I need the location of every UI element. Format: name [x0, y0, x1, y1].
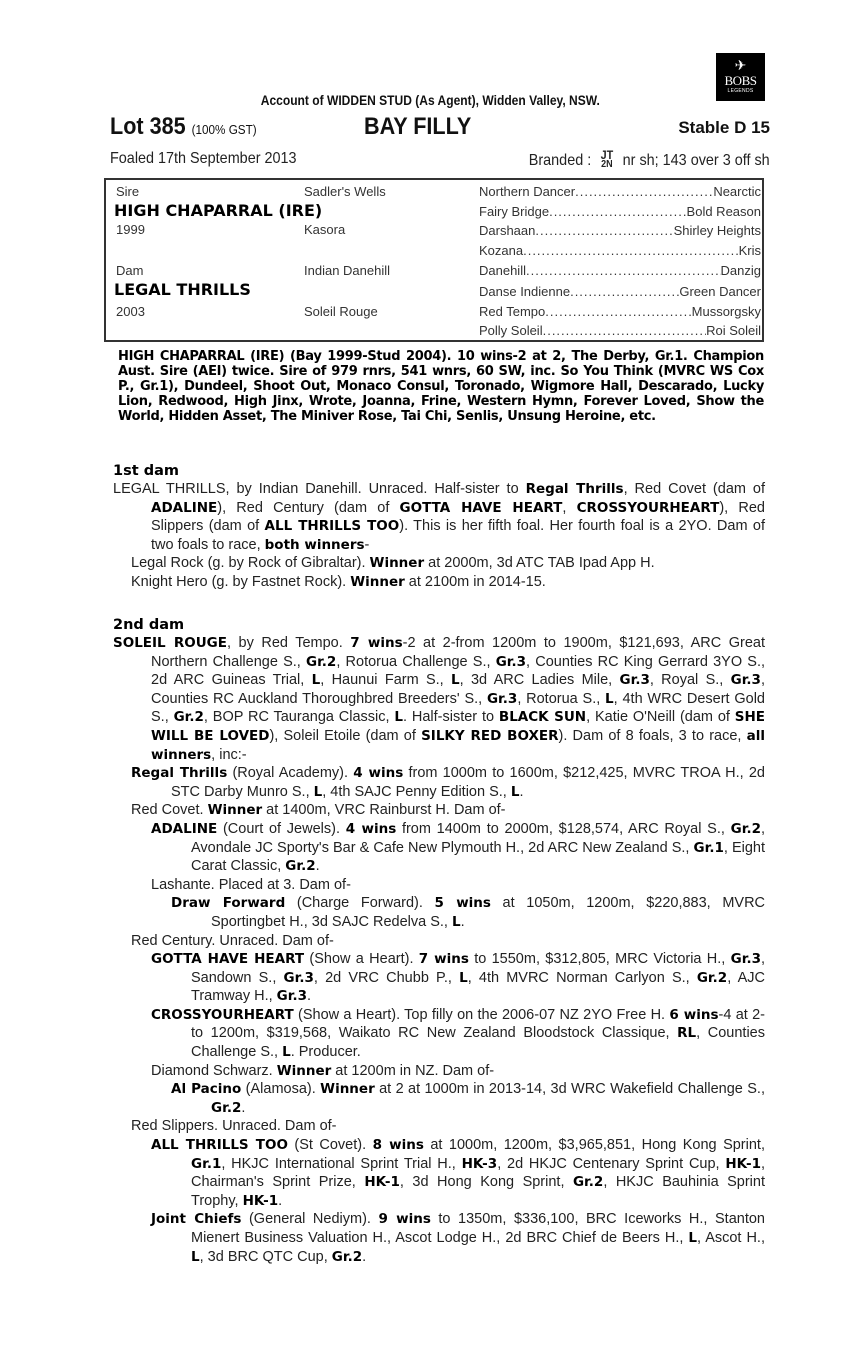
bold-highlight: 5 wins: [434, 895, 491, 912]
bold-highlight: 8 wins: [372, 1137, 424, 1154]
text-run: , inc:-: [211, 746, 247, 763]
text-run: Lashante. Placed at 3. Dam of-: [151, 876, 351, 893]
text-run: (Show a Heart). Top filly on the 2006-07 NZ 2YO Free H.: [293, 1006, 670, 1023]
bold-highlight: ADALINE: [151, 499, 218, 516]
sire-year: 1999: [116, 222, 145, 237]
lot-line: [110, 113, 770, 143]
lot-number: [110, 113, 257, 141]
ancestor-right: Green Dancer: [679, 284, 761, 299]
text-run: , Counties RC King Gerrard 3YO S., 2d ARC Guineas Trial,: [151, 653, 766, 689]
ancestor-right: Kris: [738, 243, 761, 258]
bold-highlight: Al Pacino: [171, 1081, 242, 1098]
bold-highlight: Regal Thrills: [525, 481, 624, 497]
leader-dots: [575, 184, 713, 199]
text-run: , Avondale JC Sporty's Bar & Cafe New Plymouth H., 2d ARC New Zealand S.,: [191, 820, 766, 856]
bold-highlight: both winners: [264, 536, 365, 553]
text-run: .: [460, 913, 465, 930]
bold-highlight: CROSSYOURHEART: [151, 1006, 294, 1023]
bold-highlight: all winners: [151, 727, 765, 763]
text-run: , by Red Tempo.: [226, 635, 351, 651]
ancestor-row: [479, 304, 761, 319]
ancestor-right: Bold Reason: [686, 204, 761, 219]
gst-note: (100% GST): [191, 122, 257, 137]
pedigree-entry: [131, 1117, 765, 1136]
text-run: from 1400m to 2000m, $128,574, ARC Royal S.,: [396, 820, 731, 837]
pedigree-entry: [131, 932, 765, 951]
bold-highlight: Joint Chiefs: [151, 1211, 242, 1228]
text-run: at 2000m, 3d ATC TAB Ipad App H.: [424, 555, 655, 572]
text-run: ,: [562, 499, 577, 516]
stable-location: Stable D 15: [678, 118, 770, 137]
bold-highlight: 7 wins: [418, 951, 469, 968]
text-run: , Haunui Farm S.,: [320, 672, 452, 689]
ancestor-left: Kozana: [479, 243, 524, 258]
text-run: -: [364, 536, 370, 553]
text-run: at 1200m in NZ. Dam of-: [331, 1062, 495, 1079]
bold-highlight: 4 wins: [353, 765, 404, 782]
leader-dots: [545, 304, 691, 319]
text-run: , 3d Hong Kong Sprint,: [399, 1174, 573, 1191]
bold-highlight: 6 wins: [669, 1006, 719, 1023]
text-run: (Charge Forward).: [285, 895, 435, 912]
text-run: , Royal S.,: [649, 672, 731, 689]
bold-highlight: Gr.2: [285, 858, 316, 875]
bold-highlight: Gr.3: [619, 672, 650, 689]
bold-highlight: HK-1: [242, 1192, 279, 1209]
bold-highlight: Gr.3: [486, 690, 518, 707]
bold-highlight: Gr.3: [495, 653, 527, 670]
pedigree-entry: [151, 1136, 765, 1210]
text-run: , BOP RC Tauranga Classic,: [203, 709, 395, 726]
progeny-entry: [131, 573, 765, 592]
bold-highlight: Winner: [369, 555, 425, 572]
text-run: to 1350m, $336,100, BRC Iceworks H., Stanton Mienert Business Valuation H., Ascot Lodge H., 2d BRC Chief de Beers H.,: [191, 1211, 765, 1246]
text-run: , 4th WRC Desert Gold S.,: [151, 690, 765, 726]
leader-dots: [543, 323, 706, 338]
ancestor-row: [479, 284, 761, 299]
text-run: , HKJC International Sprint Trial H.,: [221, 1155, 462, 1172]
ancestor-right: Nearctic: [713, 184, 761, 199]
ancestor-right: Mussorgsky: [691, 304, 761, 319]
bold-highlight: L: [394, 709, 404, 726]
pedigree-entry: [151, 1062, 765, 1081]
bold-highlight: GOTTA HAVE HEART: [151, 951, 305, 968]
second-dam-section: [113, 616, 765, 1266]
text-run: ). Dam of 8 foals, 3 to race,: [558, 727, 747, 744]
text-run: .: [519, 783, 524, 800]
logo-brand: BOBS: [724, 73, 757, 88]
sire-summary: HIGH CHAPARRAL (IRE) (Bay 1999-Stud 2004). 10 wins-2 at 2, The Derby, Gr.1. Champion Aust. Sire (AEI) twice. Sire of 979 rnrs, 541 wnrs, 60 SW, inc. So You Think (MVRC WS Cox P., Gr.1), Dundeel, Shoot Out, Monaco Consul, Toronado, Wigmore Hall, Descarado, Lucky Lion, Redwood, High Jinx, Wrote, Joanna, Frine, Western Hymn, Forever Loved, Show the World, Hidden Asset, The Miniver Rose, Tai Chi, Senlis, Unsung Heroine, etc.: [118, 349, 764, 424]
text-run: , Katie O'Neill (dam of: [586, 709, 735, 726]
text-run: , Red Covet (dam of: [623, 481, 765, 497]
bold-highlight: Winner: [276, 1062, 332, 1079]
text-run: (St Covet).: [287, 1137, 373, 1154]
bold-highlight: L: [282, 1044, 291, 1061]
bird-icon: ✈: [734, 57, 747, 73]
progeny-entry: [131, 554, 765, 573]
text-run: , 2d HKJC Centenary Sprint Cup,: [497, 1155, 726, 1172]
bold-highlight: L: [452, 913, 461, 930]
bold-highlight: Gr.2: [305, 653, 337, 670]
text-run: Red Slippers. Unraced. Dam of-: [131, 1118, 337, 1135]
pedigree-entry: [151, 950, 765, 1006]
pedigree-entry: [151, 820, 765, 876]
first-dam-heading: 1st dam: [113, 463, 179, 479]
text-run: at 1050m, 1200m, $220,883, MVRC Sportingbet H., 3d SAJC Redelva S.,: [211, 895, 766, 930]
bold-highlight: L: [605, 690, 614, 707]
text-run: (Court of Jewels).: [217, 820, 346, 837]
second-dam-heading: 2nd dam: [113, 617, 185, 633]
bold-highlight: L: [459, 969, 468, 986]
text-run: , AJC Tramway H.,: [191, 969, 765, 1005]
logo-subtitle: LEGENDS: [727, 88, 754, 94]
leader-dots: [549, 204, 686, 219]
first-dam-section: [113, 462, 765, 592]
bold-highlight: Winner: [207, 802, 263, 819]
ancestor-left: Polly Soleil: [479, 323, 543, 338]
text-run: .: [362, 1248, 367, 1265]
bold-highlight: Gr.3: [276, 988, 308, 1005]
bold-highlight: L: [510, 783, 520, 800]
lot-title: BAY FILLY: [364, 113, 472, 140]
first-dam-text: [113, 480, 765, 554]
text-run: .: [315, 858, 320, 875]
bold-highlight: Winner: [350, 573, 405, 590]
text-run: (Royal Academy).: [227, 765, 354, 782]
text-run: , Counties Challenge S.,: [191, 1025, 765, 1061]
text-run: , 4th MVRC Norman Carlyon S.,: [467, 969, 697, 986]
dam-dam: Soleil Rouge: [304, 304, 378, 319]
dam-name: LEGAL THRILLS: [114, 280, 251, 299]
text-run: .: [278, 1192, 283, 1209]
bold-highlight: Gr.3: [730, 951, 761, 968]
sire-name: HIGH CHAPARRAL (IRE): [114, 201, 323, 220]
pedigree-entry: [131, 764, 765, 801]
ancestor-left: Northern Dancer: [479, 184, 576, 199]
sire-dam: Kasora: [304, 222, 346, 237]
vendor-account: Account of WIDDEN STUD (As Agent), Widden Valley, NSW.: [260, 92, 600, 108]
text-run: at 2100m in 2014-15.: [404, 573, 546, 590]
text-run: . Half-sister to: [403, 709, 499, 726]
ancestor-left: Darshaan: [479, 223, 536, 238]
bold-highlight: Gr.2: [331, 1248, 363, 1265]
text-run: . Producer.: [290, 1044, 361, 1061]
bold-highlight: SOLEIL ROUGE: [113, 635, 227, 651]
ancestor-right: Danzig: [720, 263, 761, 278]
ancestor-row: [479, 204, 761, 219]
pedigree-table: [104, 178, 764, 342]
bold-highlight: 7 wins: [350, 635, 403, 651]
text-run: , Chairman's Sprint Prize,: [191, 1155, 765, 1191]
bold-highlight: Gr.2: [696, 969, 728, 986]
text-run: .: [241, 1099, 246, 1116]
text-run: (General Nediym).: [241, 1211, 379, 1228]
bold-highlight: Gr.1: [693, 839, 724, 856]
text-run: ), Red Slippers (dam of: [151, 499, 765, 535]
text-run: ). This is her fifth foal. Her fourth foal is a 2YO. Dam of two foals to race,: [151, 518, 765, 553]
bold-highlight: SILKY RED BOXER: [421, 727, 559, 744]
text-run: -2 at 2-from 1200m to 1900m, $121,693, ARC Great Northern Challenge S.,: [151, 635, 765, 670]
pedigree-entry: [113, 634, 765, 764]
text-run: -4 at 2-to 1200m, $319,568, Waikato RC New Zealand Bloodstock Classique,: [191, 1006, 766, 1042]
text-run: Red Century. Unraced. Dam of-: [131, 932, 334, 949]
text-run: , Counties RC Auckland Thoroughbred Breeders' S.,: [151, 672, 765, 707]
bold-highlight: Gr.2: [211, 1099, 242, 1116]
text-run: , Rotorua S.,: [517, 690, 606, 707]
foaled-date: Foaled 17th September 2013: [110, 150, 297, 167]
leader-dots: [570, 284, 679, 299]
bold-highlight: ALL THRILLS TOO: [151, 1137, 288, 1154]
ancestor-left: Fairy Bridge: [479, 204, 550, 219]
ancestor-right: Shirley Heights: [673, 223, 761, 238]
bold-highlight: BLACK SUN: [498, 709, 587, 726]
leader-dots: [523, 243, 739, 258]
bold-highlight: L: [191, 1248, 200, 1265]
brand-mark-icon: [601, 150, 614, 170]
bold-highlight: Regal Thrills: [131, 765, 228, 782]
bold-highlight: Gr.2: [572, 1174, 604, 1191]
bold-highlight: CROSSYOURHEART: [576, 499, 720, 516]
ancestor-row: [479, 323, 761, 338]
text-run: Red Covet.: [131, 802, 208, 819]
bold-highlight: HK-3: [461, 1155, 498, 1172]
branded-detail: nr sh; 143 over 3 off sh: [622, 152, 770, 169]
pedigree-entry: [171, 894, 765, 931]
ancestor-row: [479, 184, 761, 199]
ancestor-row: [479, 223, 761, 238]
pedigree-entry: [131, 801, 765, 820]
lot-label: Lot 385: [110, 113, 186, 140]
bold-highlight: Gr.3: [283, 969, 314, 986]
text-run: from 1000m to 1600m, $212,425, MVRC TROA H., 2d STC Darby Munro S.,: [171, 765, 765, 800]
bold-highlight: Gr.2: [173, 709, 204, 726]
bold-highlight: HK-1: [725, 1155, 761, 1172]
bold-highlight: 9 wins: [378, 1211, 431, 1228]
ancestor-left: Danehill: [479, 263, 526, 278]
sire-sire: Sadler's Wells: [304, 184, 386, 199]
ancestor-right: Roi Soleil: [706, 323, 761, 338]
text-run: , Sandown S.,: [191, 951, 766, 986]
bold-highlight: L: [451, 672, 460, 689]
pedigree-entry: [171, 1080, 765, 1117]
bold-highlight: GOTTA HAVE HEART: [399, 499, 563, 516]
text-run: to 1550m, $312,805, MRC Victoria H.,: [468, 951, 731, 968]
pedigree-entry: [151, 1006, 765, 1062]
brand-mark-bottom: 2N: [601, 159, 614, 170]
text-run: .: [307, 988, 312, 1005]
text-run: Legal Rock (g. by Rock of Gibraltar).: [131, 555, 370, 572]
bold-highlight: Gr.1: [191, 1155, 222, 1172]
bold-highlight: RL: [677, 1025, 697, 1042]
ancestor-left: Red Tempo: [479, 304, 546, 319]
bold-highlight: ALL THRILLS TOO: [264, 518, 400, 535]
text-run: LEGAL THRILLS, by Indian Danehill. Unraced. Half-sister to: [113, 481, 526, 497]
bold-highlight: HK-1: [364, 1174, 400, 1191]
bold-highlight: Gr.2: [730, 820, 761, 837]
pedigree-entry: [151, 1210, 765, 1266]
text-run: at 1000m, 1200m, $3,965,851, Hong Kong Sprint,: [423, 1137, 765, 1154]
text-run: , HKJC Bauhinia Sprint Trophy,: [191, 1174, 765, 1209]
text-run: ), Soleil Etoile (dam of: [269, 727, 422, 744]
second-dam-entries: [113, 634, 765, 1266]
bold-highlight: L: [313, 783, 323, 800]
text-run: (Show a Heart).: [304, 951, 419, 968]
dam-sire: Indian Danehill: [304, 263, 391, 278]
brand-mark-top: JT: [600, 148, 614, 162]
ancestor-left: Danse Indienne: [479, 284, 571, 299]
text-run: , 4th SAJC Penny Edition S.,: [322, 783, 511, 800]
bold-highlight: L: [311, 672, 321, 689]
text-run: , Rotorua Challenge S.,: [336, 653, 496, 670]
bold-highlight: SHE WILL BE LOVED: [151, 709, 765, 744]
dam-year: 2003: [116, 304, 145, 319]
leader-dots: [526, 263, 721, 278]
branded-label: Branded :: [529, 152, 592, 169]
bold-highlight: L: [688, 1230, 697, 1246]
text-run: ), Red Century (dam of: [217, 499, 400, 516]
text-run: , Eight Carat Classic,: [191, 839, 766, 875]
branded-info: [529, 150, 770, 170]
text-run: at 1400m, VRC Rainburst H. Dam of-: [262, 802, 506, 819]
bold-highlight: 4 wins: [345, 820, 397, 837]
sire-label: Sire: [116, 184, 140, 199]
ancestor-row: [479, 263, 761, 278]
ancestor-row: [479, 243, 761, 258]
bold-highlight: Winner: [320, 1081, 375, 1098]
text-run: , 2d VRC Chubb P.,: [313, 969, 460, 986]
bold-highlight: Draw Forward: [171, 895, 286, 912]
text-run: , Ascot H.,: [696, 1230, 765, 1246]
text-run: (Alamosa).: [241, 1081, 321, 1098]
dam-label: Dam: [116, 263, 144, 278]
text-run: Diamond Schwarz.: [151, 1062, 277, 1079]
text-run: , 3d BRC QTC Cup,: [199, 1248, 332, 1265]
text-run: , 3d ARC Ladies Mile,: [459, 672, 620, 689]
bold-highlight: Gr.3: [730, 672, 761, 689]
pedigree-entry: [151, 876, 765, 895]
leader-dots: [535, 223, 673, 238]
bold-highlight: ADALINE: [151, 820, 218, 837]
text-run: at 2 at 1000m in 2013-14, 3d WRC Wakefield Challenge S.,: [374, 1081, 765, 1098]
text-run: Knight Hero (g. by Fastnet Rock).: [131, 573, 351, 590]
